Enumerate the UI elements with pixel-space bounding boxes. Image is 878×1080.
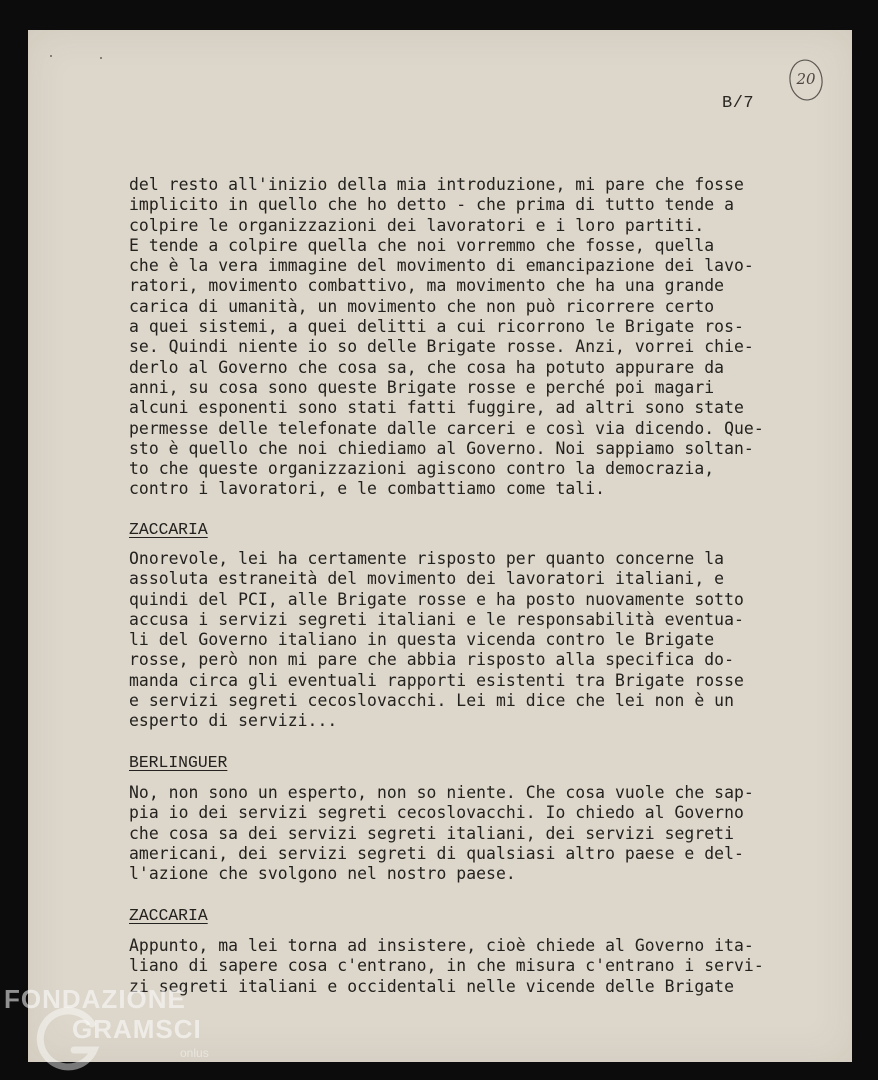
paper-speck: [50, 55, 52, 57]
archive-number-stamp: [788, 58, 824, 102]
archive-number: 20: [796, 70, 816, 88]
page-number: B/7: [722, 94, 755, 113]
watermark-line-1: FONDAZIONE: [4, 984, 186, 1014]
paragraph-zaccaria-question: Onorevole, lei ha certamente risposto per quanto concerne la assoluta estraneità del movimento dei lavoratori italiani, e quindi del PCI, alle Brigate rosse e ha posto nuovamente sotto accusa i servizi segreti italiani e le responsabilità eventua- li del Governo italiano in questa vicenda contro le Brigate rosse, però non mi pare che abbia risposto alla specifica do- manda circa gli eventuali rapporti esistenti tra Brigate rosse e servizi segreti cecoslovacchi. Lei mi dice che lei non è un esperto di servizi...: [129, 549, 744, 731]
watermark-line-2: GRAMSCI: [72, 1014, 202, 1044]
document-page: [28, 30, 852, 1062]
paragraph-berlinguer-answer: No, non sono un esperto, non so niente. Che cosa vuole che sap- pia io dei servizi segreti cecoslovacchi. Io chiedo al Governo che cosa sa dei servizi segreti italiani, dei servizi segreti americani, dei servizi segreti di qualsiasi altro paese e del- l'azione che svolgono nel nostro paese.: [129, 783, 754, 884]
paragraph-zaccaria-followup: Appunto, ma lei torna ad insistere, cioè chiede al Governo ita- liano di sapere cosa c'entrano, in che misura c'entrano i servi- zi segreti italiani e occidentali nelle vicende delle Brigate: [129, 936, 764, 996]
paper-speck: [100, 57, 102, 59]
speaker-label-zaccaria-2: ZACCARIA: [129, 906, 208, 925]
speaker-label-berlinguer: BERLINGUER: [129, 753, 228, 772]
speaker-label-zaccaria: ZACCARIA: [129, 520, 208, 539]
watermark-line-3: onlus: [180, 1046, 209, 1060]
paragraph-answer-intro: del resto all'inizio della mia introduzione, mi pare che fosse implicito in quello che ho detto - che prima di tutto tende a colpire le organizzazioni dei lavoratori e i loro partiti. E tende a colpire quella che noi vorremmo che fosse, quella che è la vera immagine del movimento di emancipazione dei lavo- ratori, movimento combattivo, ma movimento che ha una grande carica di umanità, un movimento che non può ricorrere certo a quei sistemi, a quei delitti a cui ricorrono le Brigate ros- se. Quindi niente io so delle Brigate rosse. Anzi, vorrei chie- derlo al Governo che cosa sa, che cosa ha potuto appurare da anni, su cosa sono queste Brigate rosse e perché poi magari alcuni esponenti sono stati fatti fuggire, ad altri sono state permesse delle telefonate dalle carceri e così via dicendo. Que- sto è quello che noi chiediamo al Governo. Noi sappiamo soltan- to che queste organizzazioni agiscono contro la democrazia, contro i lavoratori, e le combattiamo come tali.: [129, 175, 764, 499]
